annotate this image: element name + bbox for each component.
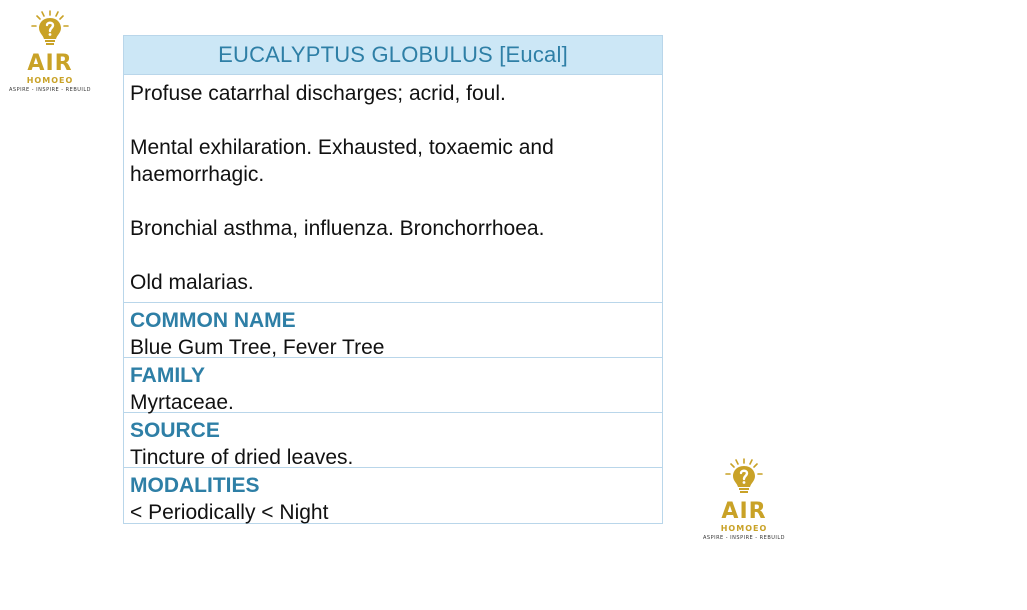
common-name-section <box>124 303 662 358</box>
brand-name: AIR <box>27 51 73 76</box>
summary-line: Bronchial asthma, influenza. Bronchorrhoea. <box>130 217 545 240</box>
section-heading: SOURCE <box>130 419 220 442</box>
brand-tagline: ASPIRE - INSPIRE - REBUILD <box>8 87 92 93</box>
source-section <box>124 413 662 468</box>
section-heading: COMMON NAME <box>130 309 296 332</box>
modalities-section <box>124 468 662 523</box>
remedy-title: EUCALYPTUS GLOBULUS [Eucal] <box>124 36 662 75</box>
section-heading: MODALITIES <box>130 474 260 497</box>
brand-name: AIR <box>721 499 767 524</box>
summary-line: Mental exhilaration. Exhausted, toxaemic and haemorrhagic. <box>130 136 554 186</box>
section-heading: FAMILY <box>130 364 206 387</box>
section-body: Myrtaceae. <box>130 391 234 414</box>
brand-subname: HOMOEO <box>26 76 74 85</box>
lightbulb-icon <box>723 458 765 499</box>
section-body: < Periodically < Night <box>130 501 329 524</box>
section-body: Tincture of dried leaves. <box>130 446 354 469</box>
summary-line: Profuse catarrhal discharges; acrid, foul. <box>130 82 506 105</box>
brand-logo <box>8 10 92 93</box>
brand-tagline: ASPIRE - INSPIRE - REBUILD <box>702 535 786 541</box>
family-section <box>124 358 662 413</box>
remedy-card <box>123 35 663 524</box>
summary-line: Old malarias. <box>130 271 254 294</box>
remedy-summary <box>124 75 662 303</box>
section-body: Blue Gum Tree, Fever Tree <box>130 336 385 359</box>
lightbulb-icon <box>29 10 71 51</box>
brand-logo-watermark <box>702 458 786 541</box>
brand-subname: HOMOEO <box>720 524 768 533</box>
